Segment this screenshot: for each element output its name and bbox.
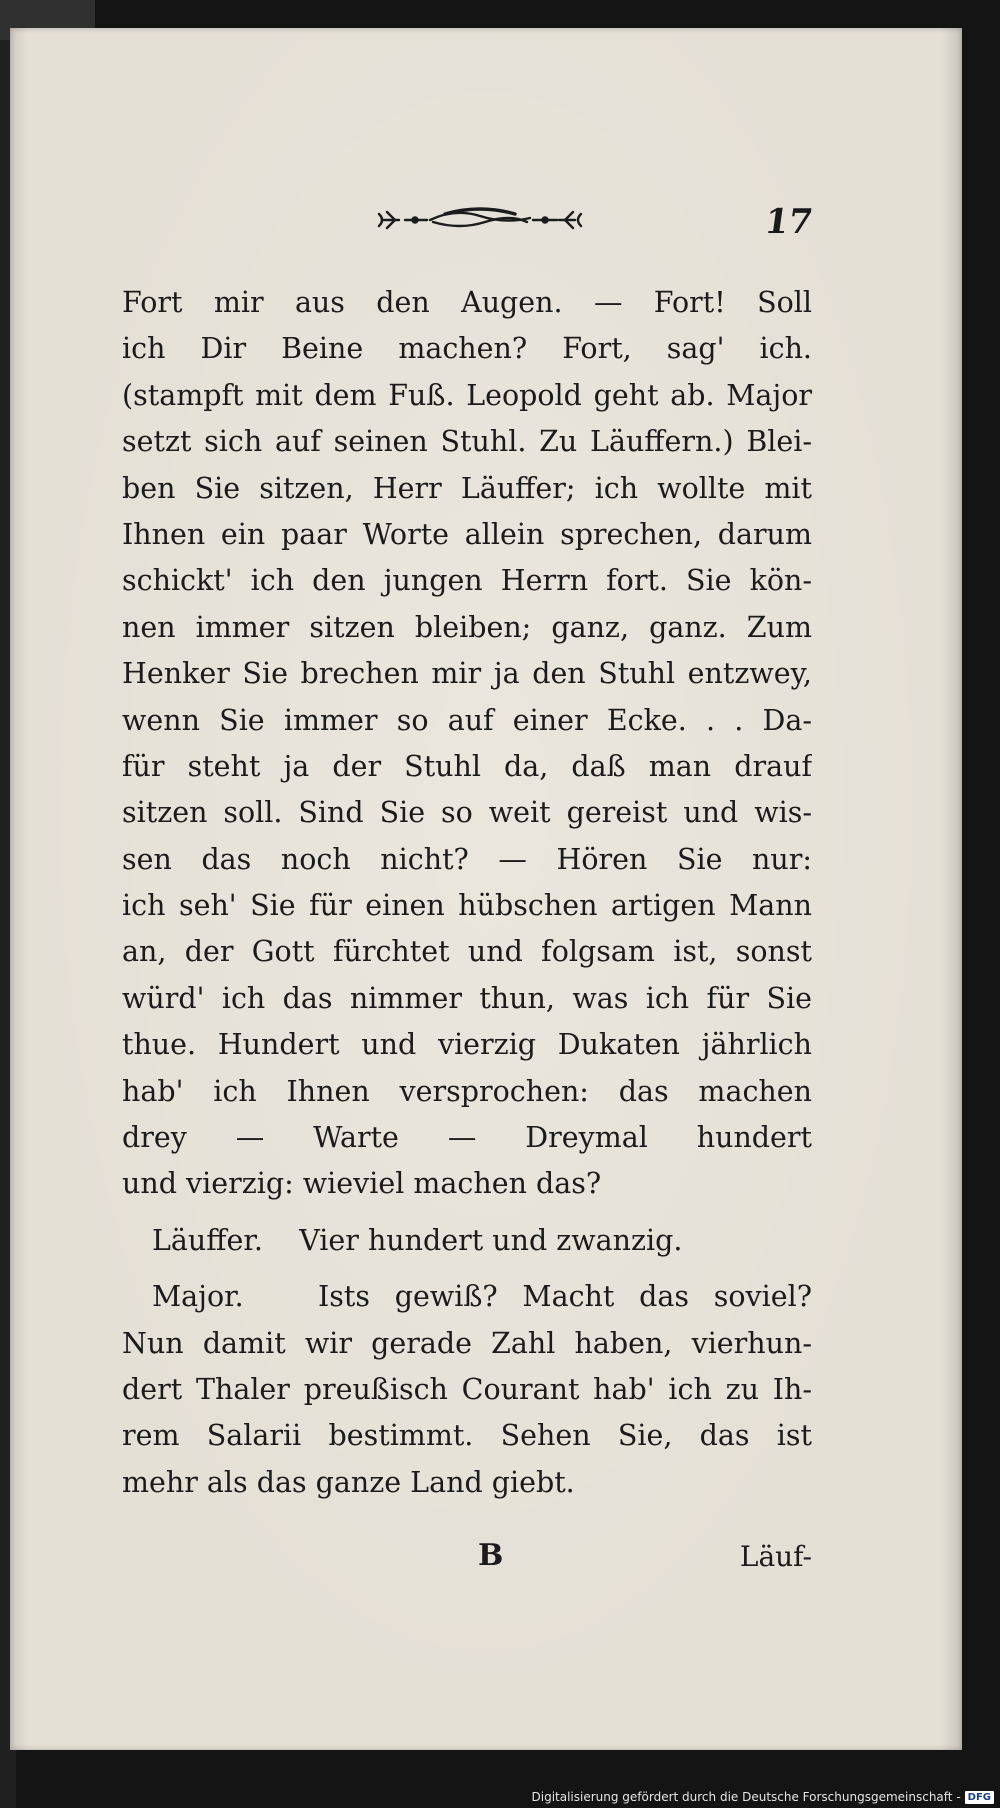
text-line: thue. Hundert und vierzig Dukaten jährlich xyxy=(122,1028,812,1062)
text-line: dert Thaler preußisch Courant hab' ich zu Ih- xyxy=(122,1372,812,1406)
catchword: Läuf- xyxy=(739,1540,812,1573)
text-line: nen immer sitzen bleiben; ganz, ganz. Zum xyxy=(122,610,812,644)
digitization-credit xyxy=(532,1790,995,1804)
text-line: Henker Sie brechen mir ja den Stuhl entzwey, xyxy=(122,657,812,691)
signature-mark: B xyxy=(478,1538,504,1573)
text-line: und vierzig: wieviel machen das? xyxy=(122,1167,602,1201)
text-line: hab' ich Ihnen versprochen: das machen xyxy=(122,1074,812,1108)
speaker-name: Läuffer. xyxy=(152,1223,263,1257)
stage-direction-line: (stampft mit dem Fuß. Leopold geht ab. Major xyxy=(122,378,812,412)
book-page xyxy=(10,28,962,1750)
speech-laeuffer xyxy=(122,1218,812,1264)
text-line: Fort mir aus den Augen. — Fort! Soll xyxy=(122,286,812,319)
text-line: wenn Sie immer so auf einer Ecke. . . Da- xyxy=(122,703,812,737)
dfg-logo-icon: DFG xyxy=(965,1791,994,1804)
speech-text: Ists gewiß? Macht das soviel? xyxy=(318,1280,812,1314)
text-line: ich seh' Sie für einen hübschen artigen Mann xyxy=(122,889,812,923)
fleuron-ornament-icon xyxy=(375,200,585,240)
page-footer xyxy=(10,1538,962,1584)
text-line: rem Salarii bestimmt. Sehen Sie, das ist xyxy=(122,1419,812,1453)
text-line: setzt sich auf seinen Stuhl. Zu Läuffern.) Blei- xyxy=(122,425,812,459)
text-line: würd' ich das nimmer thun, was ich für Sie xyxy=(122,981,812,1015)
text-line: Nun damit wir gerade Zahl haben, vierhun- xyxy=(122,1326,812,1360)
body-text xyxy=(122,280,812,1506)
text-line: sen das noch nicht? — Hören Sie nur: xyxy=(122,842,812,876)
credit-text: Digitalisierung gefördert durch die Deutsche Forschungsgemeinschaft - xyxy=(531,1790,961,1804)
page-header xyxy=(10,198,962,248)
text-line: für steht ja der Stuhl da, daß man drauf xyxy=(122,749,812,783)
page-number: 17 xyxy=(761,202,815,242)
text-line: schickt' ich den jungen Herrn fort. Sie kön- xyxy=(122,564,812,598)
speech-major xyxy=(122,1274,812,1320)
text-line: mehr als das ganze Land giebt. xyxy=(122,1465,575,1499)
text-line: Ihnen ein paar Worte allein sprechen, darum xyxy=(122,517,812,551)
text-line: an, der Gott fürchtet und folgsam ist, sonst xyxy=(122,935,812,969)
speaker-name: Major. xyxy=(152,1280,244,1314)
text-line: drey — Warte — Dreymal hundert xyxy=(122,1121,812,1155)
speech-text: Vier hundert und zwanzig. xyxy=(299,1223,683,1257)
text-line: ben Sie sitzen, Herr Läuffer; ich wollte mit xyxy=(122,471,812,505)
text-line: ich Dir Beine machen? Fort, sag' ich. xyxy=(122,332,812,366)
text-line: sitzen soll. Sind Sie so weit gereist und wis- xyxy=(122,796,812,830)
